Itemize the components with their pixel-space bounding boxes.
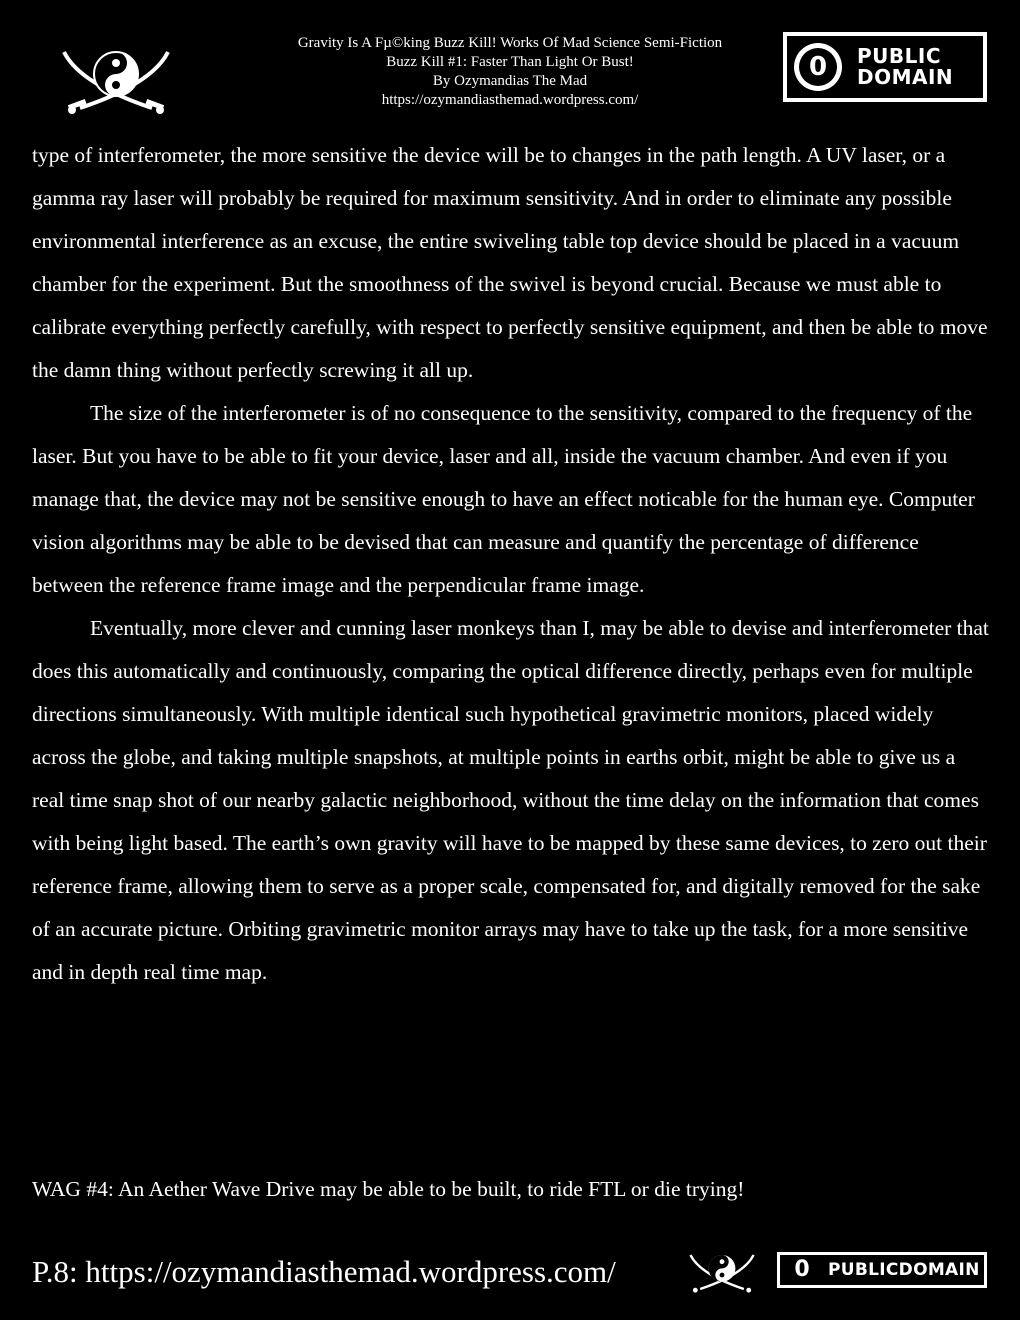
body-text	[32, 134, 990, 994]
paragraph: Eventually, more clever and cunning laser monkeys than I, may be able to devise and interferometer that does this automatically and continuously, comparing the optical difference directly, perhaps even for multiple directions simultaneously. With multiple identical such hypothetical gravimetric monitors, placed widely across the globe, and taking multiple snapshots, at multiple points in earths orbit, might be able to give us a real time snap shot of our nearby galactic neighborhood, without the time delay on the information that comes with being light based. The earth’s own gravity will have to be mapped by these same devices, to zero out their reference frame, allowing them to serve as a proper scale, compensated for, and digitally removed for the sake of an accurate picture. Orbiting gravimetric monitor arrays may have to take up the task, for a more sensitive and in depth real time map.	[32, 616, 989, 984]
pirate-yin-yang-logo-small-icon	[688, 1248, 756, 1296]
paragraph: The size of the interferometer is of no consequence to the sensitivity, compared to the frequency of the laser. But you have to be able to fit your device, laser and all, inside the vacuum chamber. And even if you manage that, the device may not be sensitive enough to have an effect noticable for the human eye. Computer vision algorithms may be able to be devised that can measure and quantify the percentage of difference between the reference frame image and the perpendicular frame image.	[32, 401, 975, 597]
header-author: By Ozymandias The Mad	[432, 73, 588, 89]
badge-text: PUBLICDOMAIN	[828, 1260, 980, 1280]
wag-statement: WAG #4: An Aether Wave Drive may be able to be built, to ride FTL or die trying!	[32, 1177, 745, 1201]
header-url: https://ozymandiasthemad.wordpress.com/	[381, 92, 639, 108]
pirate-yin-yang-logo-icon	[60, 44, 172, 116]
public-domain-badge-footer	[777, 1252, 987, 1288]
public-domain-zero-icon: 0	[794, 43, 842, 91]
document-header	[230, 34, 790, 110]
footer-page-url: P.8: https://ozymandiasthemad.wordpress.com/	[32, 1254, 616, 1289]
badge-word-public: PUBLIC	[857, 44, 942, 68]
header-title: Gravity Is A Fµ©king Buzz Kill! Works Of Mad Science Semi-Fiction	[297, 35, 723, 51]
header-subtitle: Buzz Kill #1: Faster Than Light Or Bust!	[386, 54, 634, 70]
public-domain-badge	[783, 32, 987, 102]
badge-word-domain: DOMAIN	[857, 65, 954, 89]
paragraph: type of interferometer, the more sensitive the device will be to changes in the path length. A UV laser, or a gamma ray laser will probably be required for maximum sensitivity. And in order to eliminate any possible environmental interference as an excuse, the entire swiveling table top device should be placed in a vacuum chamber for the experiment. But the smoothness of the swivel is beyond crucial. Because we must able to calibrate everything perfectly carefully, with respect to perfectly sensitive equipment, and then be able to move the damn thing without perfectly screwing it all up.	[32, 143, 988, 382]
public-domain-zero-icon: 0	[794, 1257, 810, 1282]
